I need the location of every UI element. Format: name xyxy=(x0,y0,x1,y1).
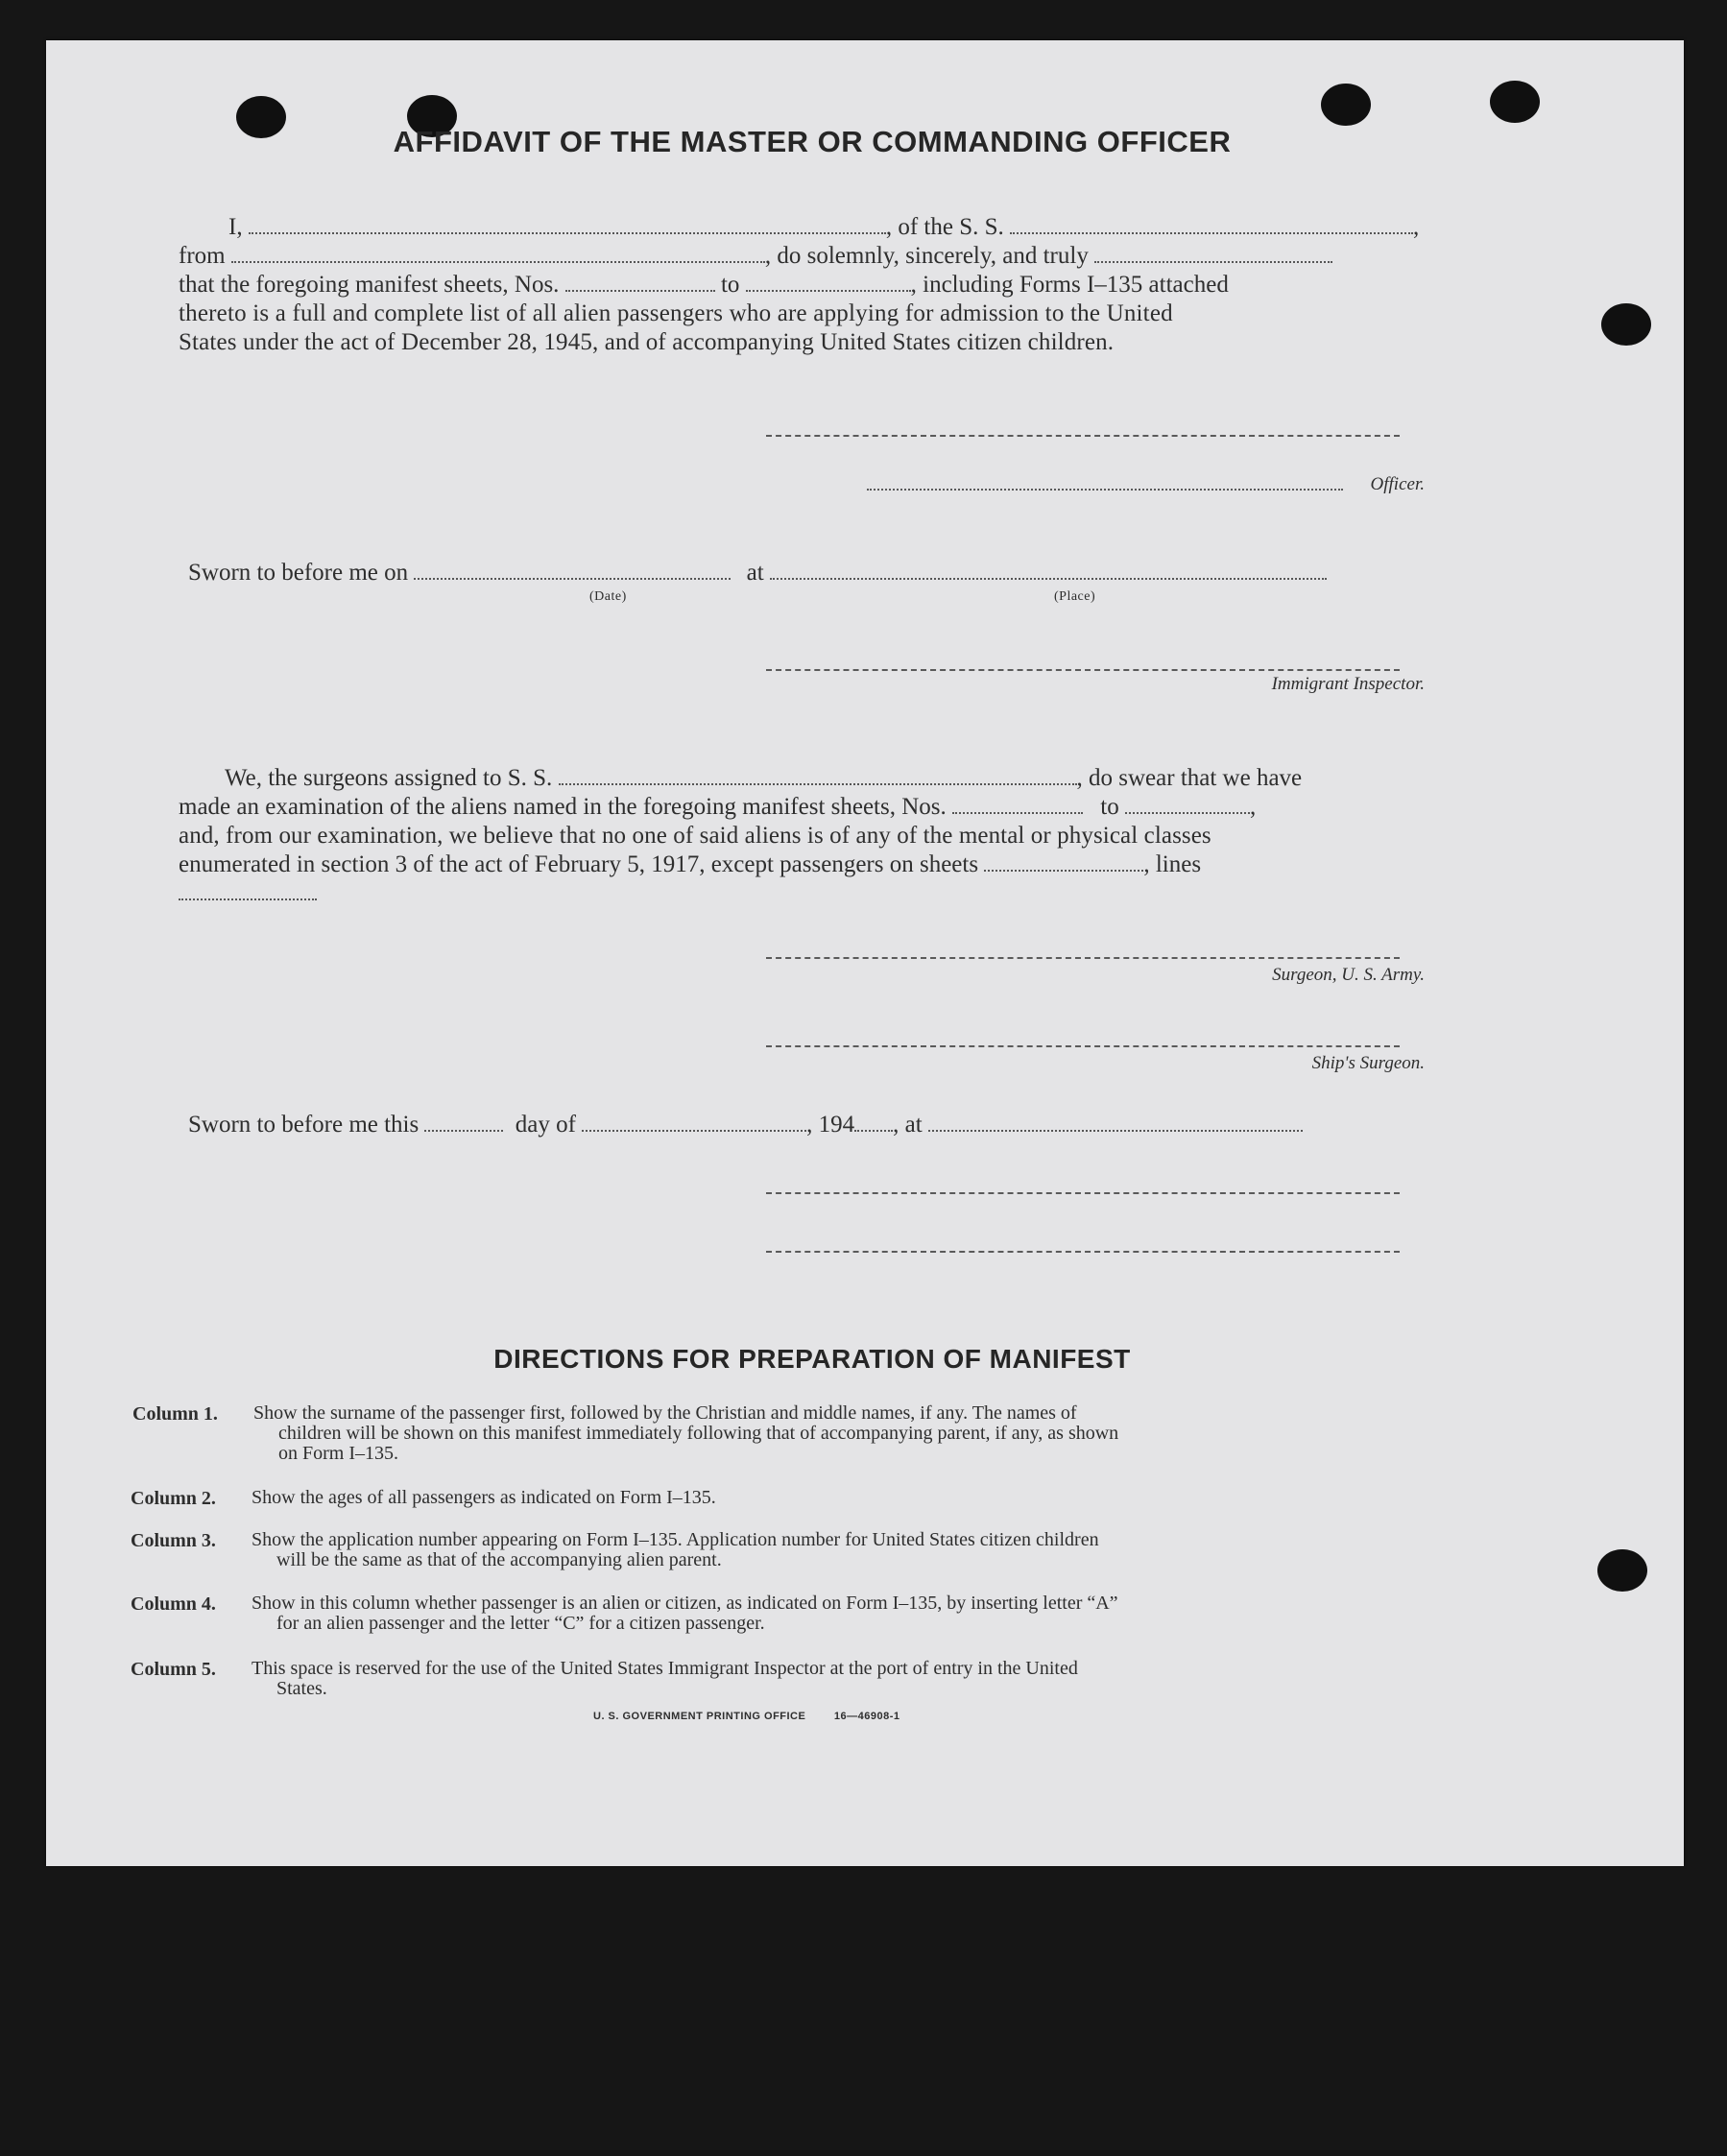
affidavit-line-5: States under the act of December 28, 1945, and of accompanying United States citizen children. xyxy=(179,329,1115,355)
inspector-signature-line[interactable] xyxy=(766,669,1400,671)
surgeons-line-1: We, the surgeons assigned to S. S. , do swear that we have xyxy=(225,765,1303,791)
printer-imprint: U. S. GOVERNMENT PRINTING OFFICE 16—46908-1 xyxy=(593,1711,900,1722)
column-description: Show the ages of all passengers as indicated on Form I–135. xyxy=(252,1487,716,1508)
column-label: Column 5. xyxy=(131,1659,216,1680)
ship-surgeon-label: Ship's Surgeon. xyxy=(1311,1053,1425,1073)
affidavit-line-4: thereto is a full and complete list of all alien passengers who are applying for admission to the United xyxy=(179,300,1173,326)
punch-hole xyxy=(1321,84,1371,126)
column-label: Column 3. xyxy=(131,1530,216,1551)
surgeon-sheet-to-field[interactable] xyxy=(1125,793,1250,814)
sworn-line-2: Sworn to before me this day of , 194 , at xyxy=(188,1111,1303,1139)
army-surgeon-label: Surgeon, U. S. Army. xyxy=(1272,965,1425,985)
declaration-field[interactable] xyxy=(1094,242,1332,263)
punch-hole xyxy=(1490,81,1540,123)
sworn-month-field[interactable] xyxy=(582,1111,806,1132)
column-description: Show the surname of the passenger first, followed by the Christian and middle names, if any. The names of children will be shown on this manifest immediately following that of accompanying parent, if any, as shown on Form I–135. xyxy=(253,1402,1119,1464)
column-label: Column 4. xyxy=(131,1593,216,1615)
surgeons-line-4: enumerated in section 3 of the act of February 5, 1917, except passengers on sheets , lines xyxy=(179,851,1202,877)
punch-hole xyxy=(1601,303,1651,346)
inspector-label: Immigrant Inspector. xyxy=(1271,674,1425,694)
army-surgeon-signature-line[interactable] xyxy=(766,957,1400,959)
surgeons-line-3: and, from our examination, we believe that no one of said aliens is of any of the mental or physical classes xyxy=(179,823,1211,849)
signature-line[interactable] xyxy=(766,435,1400,437)
affidavit-line-3: that the foregoing manifest sheets, Nos. to , including Forms I–135 attached xyxy=(179,272,1229,298)
affidavit-line-1: I, , of the S. S. , xyxy=(228,214,1420,240)
lines-field[interactable] xyxy=(179,898,317,900)
ship-name-field[interactable] xyxy=(1010,213,1413,234)
column-description: Show in this column whether passenger is an alien or citizen, as indicated on Form I–135, by inserting letter “A” for an alien passenger and the letter “C” for a citizen passenger. xyxy=(252,1593,1118,1634)
name-field[interactable] xyxy=(249,213,886,234)
surgeons-line-2: made an examination of the aliens named in the foregoing manifest sheets, Nos. to , xyxy=(179,794,1257,820)
surgeon-sheet-from-field[interactable] xyxy=(952,793,1083,814)
port-from-field[interactable] xyxy=(231,242,765,263)
punch-hole xyxy=(1597,1549,1647,1592)
date-caption: (Date) xyxy=(589,589,627,604)
sheet-to-field[interactable] xyxy=(746,271,911,292)
sworn-year-field[interactable] xyxy=(854,1111,893,1132)
sworn-date-field[interactable] xyxy=(414,559,731,580)
sworn-line-1: Sworn to before me on at xyxy=(188,559,1327,587)
surgeon-ship-field[interactable] xyxy=(559,764,1077,785)
column-description: This space is reserved for the use of the United States Immigrant Inspector at the port of entry in the United States. xyxy=(252,1658,1078,1699)
column-label: Column 2. xyxy=(131,1488,216,1509)
except-sheets-field[interactable] xyxy=(984,850,1143,872)
officer-label: Officer. xyxy=(1370,474,1425,494)
witness-signature-line[interactable] xyxy=(766,1192,1400,1194)
directions-title: DIRECTIONS FOR PREPARATION OF MANIFEST xyxy=(493,1344,1131,1374)
column-label: Column 1. xyxy=(132,1403,218,1425)
sworn-place-field[interactable] xyxy=(770,559,1327,580)
affidavit-title: AFFIDAVIT OF THE MASTER OR COMMANDING OFFICER xyxy=(393,125,1232,158)
sworn-day-field[interactable] xyxy=(424,1111,503,1132)
witness-signature-line[interactable] xyxy=(766,1251,1400,1253)
column-description: Show the application number appearing on Form I–135. Application number for United States citizen children will be the same as that of the accompanying alien parent. xyxy=(252,1529,1099,1570)
sheet-from-field[interactable] xyxy=(565,271,715,292)
place-caption: (Place) xyxy=(1054,589,1096,604)
sworn-at-field[interactable] xyxy=(928,1111,1303,1132)
ship-surgeon-signature-line[interactable] xyxy=(766,1045,1400,1047)
form-sheet xyxy=(46,40,1684,1866)
affidavit-line-2: from , do solemnly, sincerely, and truly xyxy=(179,242,1332,271)
